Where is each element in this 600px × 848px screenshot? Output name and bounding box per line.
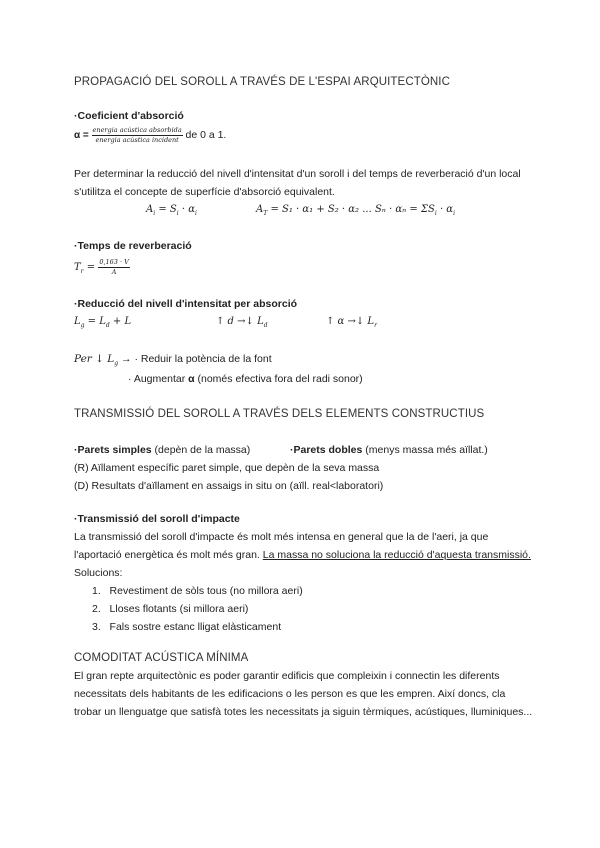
heading-absorption-coefficient: ·Coeficient d'absorció (74, 110, 184, 122)
reverb-equals: = (86, 262, 96, 273)
formula-at-tail-sub: i (453, 210, 455, 217)
alpha-denominator: energia acústica incident (95, 136, 179, 144)
lg-rhs-sub: d (105, 322, 110, 329)
solution-item (92, 618, 281, 636)
lg-symbol: L (74, 316, 81, 327)
walls-double-label: ·Parets dobles (290, 444, 363, 456)
reverb-denominator: A (111, 268, 117, 276)
solution-text: Lloses flotants (si millora aeri) (109, 603, 249, 615)
formula-at-sub: T (263, 210, 268, 217)
formula-lg (74, 316, 131, 329)
formula-at-symbol: A (256, 204, 264, 215)
formula-at-rhs-sub: i (434, 210, 437, 217)
solution-number: 2. (92, 603, 101, 615)
reverb-numerator: 0,163 · V (99, 258, 129, 266)
heading-reduction: ·Reducció del nivell d'intensitat per absorció (74, 298, 298, 310)
distance-text: ↑ d →↓ L (216, 316, 264, 327)
walls-simple-note: (depèn de la massa) (151, 444, 251, 456)
formula-ai-tail: · α (181, 204, 195, 215)
reverb-fraction (98, 258, 130, 277)
formula-at-tail: · α (439, 204, 454, 215)
comfort-paragraph: El gran repte arquitectònic es poder garantir edificis que compleixin i connectin les diferents necessitats dels habitants de les edificacions o les person es que les empren. Així doncs, cla trobar un llenguatge que satisfà totes les necessitats ja siguin tèrmiques, acústiques, lluminiques... (74, 670, 533, 718)
per-arrow: → (121, 353, 132, 365)
formula-alpha (74, 126, 226, 145)
per-item2-prefix: · Augmentar (128, 373, 189, 385)
solution-number: 1. (92, 585, 101, 597)
formula-alpha-reduction (326, 316, 377, 329)
solution-item (92, 582, 303, 600)
alpha-lhs: α = (74, 130, 89, 142)
equivalent-absorption-paragraph: Per determinar la reducció del nivell d'intensitat d'un soroll i del temps de reverberació d'un local s'utilitza el concepte de superfície d'absorció equivalent. (74, 168, 521, 198)
formula-reverberation (74, 258, 130, 277)
alpha-range: de 0 a 1. (185, 129, 227, 142)
formula-ai-tail-sub: i (195, 210, 197, 217)
alpha-reduction-text: ↑ α →↓ L (326, 316, 375, 327)
section-title-propagation: PROPAGACIÓ DEL SOROLL A TRAVÉS DE L'ESPAI ARQUITECTÒNIC (74, 76, 451, 88)
walls-simple (74, 441, 250, 459)
walls-double-note: (menys massa més aïllat.) (362, 444, 488, 456)
section-title-transmission: TRANSMISSIÓ DEL SOROLL A TRAVÉS DELS ELEMENTS CONSTRUCTIUS (74, 408, 485, 420)
per-prefix: Per ↓ L (74, 353, 115, 365)
heading-reverberation: ·Temps de reverberació (74, 240, 192, 252)
per-item-increase-alpha (128, 370, 363, 388)
solution-item (92, 600, 248, 618)
reverb-lhs-sub: r (80, 268, 84, 275)
line-d: (D) Resultats d'aïllament en assaigs in situ on (aïll. real<laboratori) (74, 480, 384, 492)
per-item2-alpha: α (188, 373, 195, 385)
formula-ai-symbol: A (146, 204, 154, 215)
formula-at (256, 204, 455, 217)
walls-double (290, 441, 488, 459)
lg-rhs: = L (87, 316, 106, 327)
section-title-comfort: COMODITAT ACÚSTICA MÍNIMA (74, 652, 249, 664)
lg-tail: + L (112, 316, 132, 327)
impact-underlined: La massa no soluciona la reducció d'aquesta transmissió. (262, 549, 531, 561)
reverb-lhs: T (74, 262, 81, 273)
impact-solutions-lead: Solucions: (74, 567, 123, 579)
solution-number: 3. (92, 621, 101, 633)
alpha-numerator: energia acústica absorbida (92, 126, 182, 134)
formula-ai-rhs: = S (158, 204, 177, 215)
formula-at-rhs: = S₁ · α₁ + S₂ · α₂ ... Sₙ · αₙ = ΣS (270, 204, 435, 215)
formula-distance (216, 316, 268, 329)
formula-ai-rhs-sub: i (176, 210, 179, 217)
line-r: (R) Aïllament específic paret simple, que depèn de la seva massa (74, 462, 380, 474)
distance-sub: d (263, 322, 268, 329)
lg-sub: g (80, 322, 85, 329)
solution-text: Fals sostre estanc lligat elàsticament (109, 621, 282, 633)
impact-paragraph (74, 528, 534, 582)
impact-text: La transmissió del soroll d'impacte és molt més intensa en general que la de l'aeri, ja que l'aportació energètica és molt més gran. (74, 531, 489, 561)
formula-ai-sub: i (153, 210, 156, 217)
solution-text: Revestiment de sòls tous (no millora aeri) (109, 585, 303, 597)
alpha-reduction-sub: r (374, 322, 377, 329)
per-item-reduce-power: · Reduir la potència de la font (134, 353, 272, 365)
heading-impact: ·Transmissió del soroll d'impacte (74, 513, 240, 525)
formula-ai (146, 204, 197, 217)
alpha-fraction (92, 126, 183, 145)
walls-simple-label: ·Parets simples (74, 444, 152, 456)
per-sub: g (114, 360, 119, 367)
per-item2-suffix: (només efectiva fora del radi sonor) (194, 373, 363, 385)
